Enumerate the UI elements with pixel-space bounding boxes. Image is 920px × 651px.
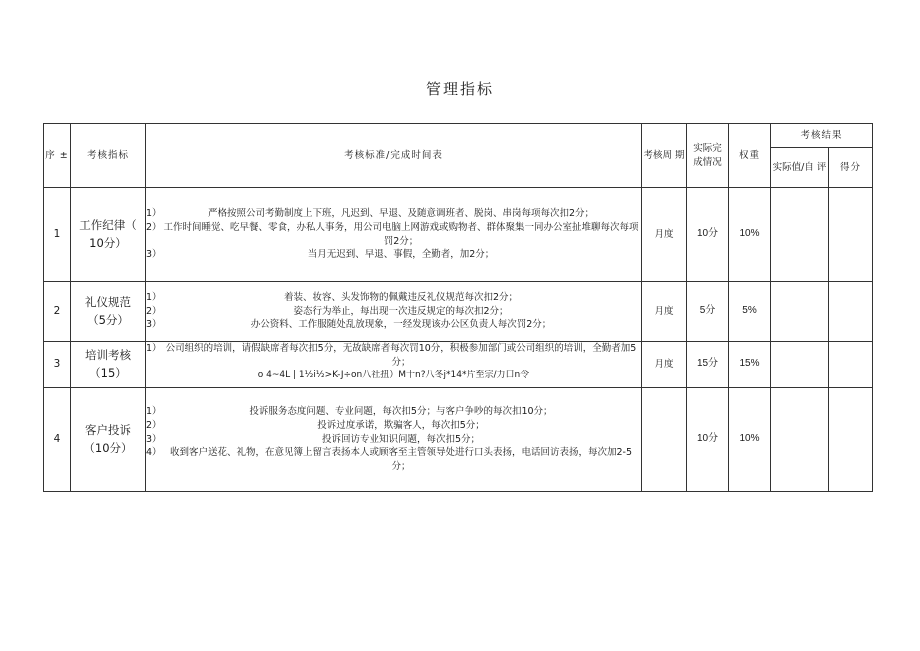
indicator-points: （15）: [89, 365, 127, 380]
standard-item: 3） 当月无迟到、早退、事假，全勤者，加2分；: [146, 249, 495, 261]
management-indicator-table: [43, 123, 873, 492]
row-number: 2: [44, 282, 71, 342]
header-period: 考核周 期: [642, 124, 687, 188]
actual-cell: 10分: [687, 388, 729, 492]
header-seq: 序 ±: [44, 124, 71, 188]
period-cell: 月度: [642, 342, 687, 388]
header-standard: 考核标准/完成时间表: [146, 124, 642, 188]
score-cell[interactable]: [829, 282, 873, 342]
standard-item: 3） 投诉回访专业知识问题，每次扣5分；: [146, 433, 481, 445]
weight-cell: 5%: [729, 282, 771, 342]
weight-cell: 15%: [729, 342, 771, 388]
header-self-eval: 实际值/自 评: [771, 148, 829, 188]
header-weight: 权重: [729, 124, 771, 188]
garbled-text-line: o 4~4L | 1½i½>K-J÷on八社扭）M十n?八冬j*14*片至宗/力口n令: [257, 369, 530, 379]
page-title: 管理指标: [425, 80, 494, 98]
standard-item: 2） 工作时间睡觉、吃早餐、零食，办私人事务，用公司电脑上网游戏或购物者、群体聚集一同办公室扯堆聊每次每项罚2分；: [146, 221, 639, 247]
score-cell[interactable]: [829, 188, 873, 282]
period-cell: [642, 388, 687, 492]
standard-item: 1） 严格按照公司考勤制度上下班，凡迟到、早退、及随意调班者、脱岗、串岗每项每次扣2分；: [146, 207, 595, 219]
standard-item: 2） 姿态行为举止，每出现一次违反规定的每次扣2分；: [146, 305, 509, 317]
actual-cell: 5分: [687, 282, 729, 342]
indicator-cell: [71, 342, 146, 388]
standard-item: 1） 投诉服务态度问题、专业问题，每次扣5分；与客户争吵的每次扣10分；: [146, 406, 553, 418]
indicator-points: （5分）: [87, 312, 129, 327]
indicator-name: 客户投诉: [85, 423, 131, 438]
actual-cell: 10分: [687, 188, 729, 282]
table-row: [44, 188, 873, 282]
header-indicator: 考核指标: [71, 124, 146, 188]
standard-item: 1） 着装、妆容、头发饰物的佩戴违反礼仪规范每次扣2分；: [146, 291, 519, 303]
self-eval-cell[interactable]: [771, 388, 829, 492]
indicator-name: 礼仪规范: [85, 295, 131, 310]
row-number: 3: [44, 342, 71, 388]
period-cell: 月度: [642, 188, 687, 282]
standard-item: 4） 收到客户送花、礼物，在意见簿上留言表扬本人或顾客至主管领导处进行口头表扬，电话回访表扬，每次加2-5分；: [146, 447, 633, 473]
actual-cell: 15分: [687, 342, 729, 388]
row-number: 1: [44, 188, 71, 282]
standard-item: 3） 办公资料、工作服随处乱放现象，一经发现该办公区负责人每次罚2分；: [146, 319, 552, 331]
period-cell: 月度: [642, 282, 687, 342]
table-row: [44, 388, 873, 492]
self-eval-cell[interactable]: [771, 282, 829, 342]
indicator-name: 培训考核: [85, 348, 131, 363]
indicator-cell: [71, 188, 146, 282]
score-cell[interactable]: [829, 388, 873, 492]
standard-item: 2） 投诉过度承诺，欺骗客人，每次扣5分；: [146, 419, 485, 431]
indicator-name: 工作纪律（: [79, 218, 137, 233]
indicator-cell: [71, 282, 146, 342]
table-row: [44, 282, 873, 342]
score-cell[interactable]: [829, 342, 873, 388]
standard-cell: [146, 188, 642, 282]
header-score: 得分: [829, 148, 873, 188]
standard-cell: [146, 388, 642, 492]
header-actual: 实际完 成情况: [687, 124, 729, 188]
standard-item: 1） 公司组织的培训，请假缺席者每次扣5分，无故缺席者每次罚10分，积极参加部门或公司组织的培训，全勤者加5分；: [146, 343, 637, 368]
indicator-points: 10分）: [89, 235, 127, 250]
self-eval-cell[interactable]: [771, 188, 829, 282]
table-row: [44, 342, 873, 388]
standard-cell: [146, 282, 642, 342]
row-number: 4: [44, 388, 71, 492]
weight-cell: 10%: [729, 388, 771, 492]
indicator-points: （10分）: [83, 440, 133, 455]
header-result: 考核结果: [771, 124, 873, 148]
weight-cell: 10%: [729, 188, 771, 282]
self-eval-cell[interactable]: [771, 342, 829, 388]
indicator-cell: [71, 388, 146, 492]
standard-cell: [146, 342, 642, 388]
